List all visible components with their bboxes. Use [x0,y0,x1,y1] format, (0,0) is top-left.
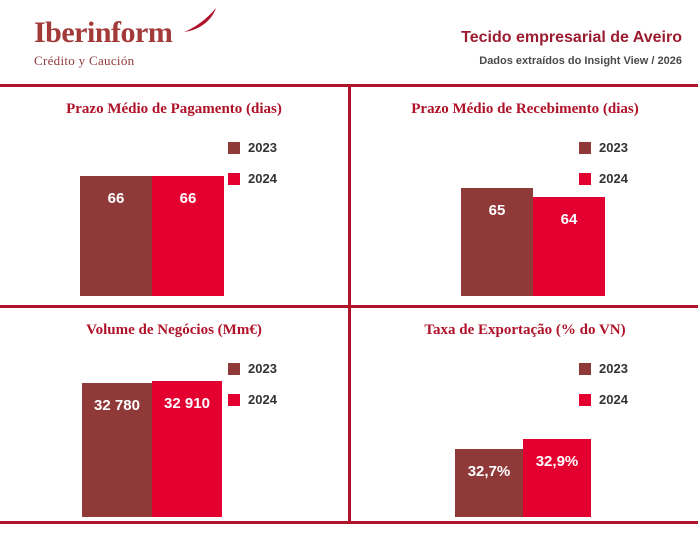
legend-label-2023: 2023 [599,361,628,376]
chart-body [0,339,348,517]
chart-legend [228,361,338,423]
legend-label-2023: 2023 [599,140,628,155]
legend-swatch-2023 [579,363,591,375]
bar-value-2024: 66 [179,190,197,207]
bar-value-2023: 66 [107,190,125,207]
legend-label-2024: 2024 [248,171,277,186]
bar-group [461,188,605,296]
brand-tagline: Crédito y Caución [34,53,135,68]
chart-body [351,118,698,296]
bar-group [455,439,591,517]
legend-label-2024: 2024 [248,392,277,407]
chart-panel-prazo-medio-recebimento [351,87,698,305]
bar-2023 [461,188,533,296]
page-header [0,0,698,84]
legend-swatch-2024 [228,173,240,185]
chart-panel-prazo-medio-pagamento [0,87,348,305]
chart-title: Volume de Negócios (Mm€) [86,322,262,338]
legend-label-2024: 2024 [599,392,628,407]
legend-label-2023: 2023 [248,361,277,376]
chart-panel-volume-negocios [0,308,348,526]
legend-swatch-2024 [579,173,591,185]
legend-item-2023 [228,140,338,155]
chart-body [351,339,698,517]
bar-2024 [152,176,224,296]
brand-name: Iberinform [34,16,173,49]
legend-swatch-2024 [228,394,240,406]
chart-legend [579,361,689,423]
legend-item-2024 [579,392,689,407]
header-text-block [461,28,682,67]
legend-item-2023 [579,361,689,376]
page-title: Tecido empresarial de Aveiro [461,29,682,46]
bar-2024 [533,197,605,296]
bar-2023 [455,449,523,517]
chart-body [0,118,348,296]
chart-legend [228,140,338,202]
bar-value-2023: 32,7% [467,463,511,480]
brand-logo [34,18,172,69]
bar-2023 [80,176,152,296]
chart-title: Prazo Médio de Recebimento (dias) [411,101,639,117]
legend-swatch-2024 [579,394,591,406]
bar-2024 [523,439,591,517]
legend-label-2023: 2023 [248,140,277,155]
bar-2023 [82,383,152,517]
legend-swatch-2023 [228,142,240,154]
legend-item-2023 [228,361,338,376]
bar-value-2023: 32 780 [94,397,140,414]
legend-swatch-2023 [228,363,240,375]
chart-title: Prazo Médio de Pagamento (dias) [66,101,282,117]
chart-title: Taxa de Exportação (% do VN) [424,322,626,338]
swoosh-icon [182,8,218,34]
charts-grid [0,84,698,524]
legend-item-2024 [579,171,689,186]
bar-value-2023: 65 [488,202,506,219]
legend-item-2024 [228,171,338,186]
bar-value-2024: 32,9% [535,453,579,470]
legend-item-2024 [228,392,338,407]
bar-group [82,381,222,517]
legend-item-2023 [579,140,689,155]
bar-value-2024: 64 [560,211,578,228]
chart-panel-taxa-exportacao [351,308,698,526]
bar-group [80,176,224,296]
bar-2024 [152,381,222,517]
legend-swatch-2023 [579,142,591,154]
legend-label-2024: 2024 [599,171,628,186]
page-subtitle: Dados extraídos do Insight View / 2026 [479,55,682,68]
bar-value-2024: 32 910 [164,395,210,412]
